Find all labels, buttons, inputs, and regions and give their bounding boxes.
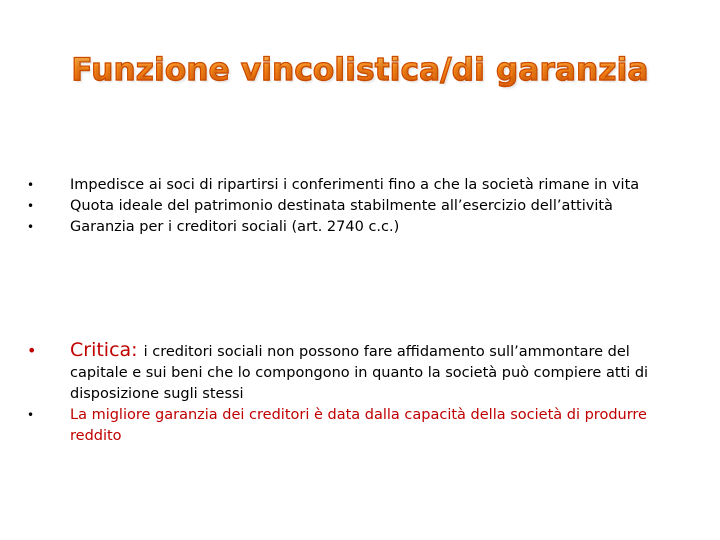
- bullet-item: [27, 217, 687, 238]
- critica-text: i creditori sociali non possono fare affidamento sull’ammontare del capitale e sui beni che lo compongono in quanto la società può compiere atti di disposizione sugli stessi: [70, 344, 649, 402]
- bullet-dot-icon: •: [27, 220, 35, 234]
- bullet-text: Impedisce ai soci di ripartirsi i conferimenti fino a che la società rimane in vita: [70, 177, 640, 193]
- bullet-item: [27, 175, 687, 196]
- bullet-dot-icon: •: [27, 341, 37, 360]
- slide-title: Funzione vincolistica/di garanzia: [0, 50, 720, 90]
- bullet-item: [27, 405, 687, 447]
- critica-label: Critica:: [70, 339, 144, 361]
- bullet-text: Quota ideale del patrimonio destinata stabilmente all’esercizio dell’attività: [70, 198, 613, 214]
- critica-item: [27, 340, 687, 405]
- bullet-item: [27, 196, 687, 217]
- bullet-list-primary: [27, 175, 687, 238]
- bullet-list-critique: [27, 340, 687, 447]
- conclusion-text: La migliore garanzia dei creditori è data dalla capacità della società di produrre reddito: [70, 407, 647, 444]
- bullet-dot-icon: •: [27, 408, 35, 422]
- bullet-dot-icon: •: [27, 199, 35, 213]
- bullet-dot-icon: •: [27, 178, 35, 192]
- bullet-text: Garanzia per i creditori sociali (art. 2740 c.c.): [70, 219, 400, 235]
